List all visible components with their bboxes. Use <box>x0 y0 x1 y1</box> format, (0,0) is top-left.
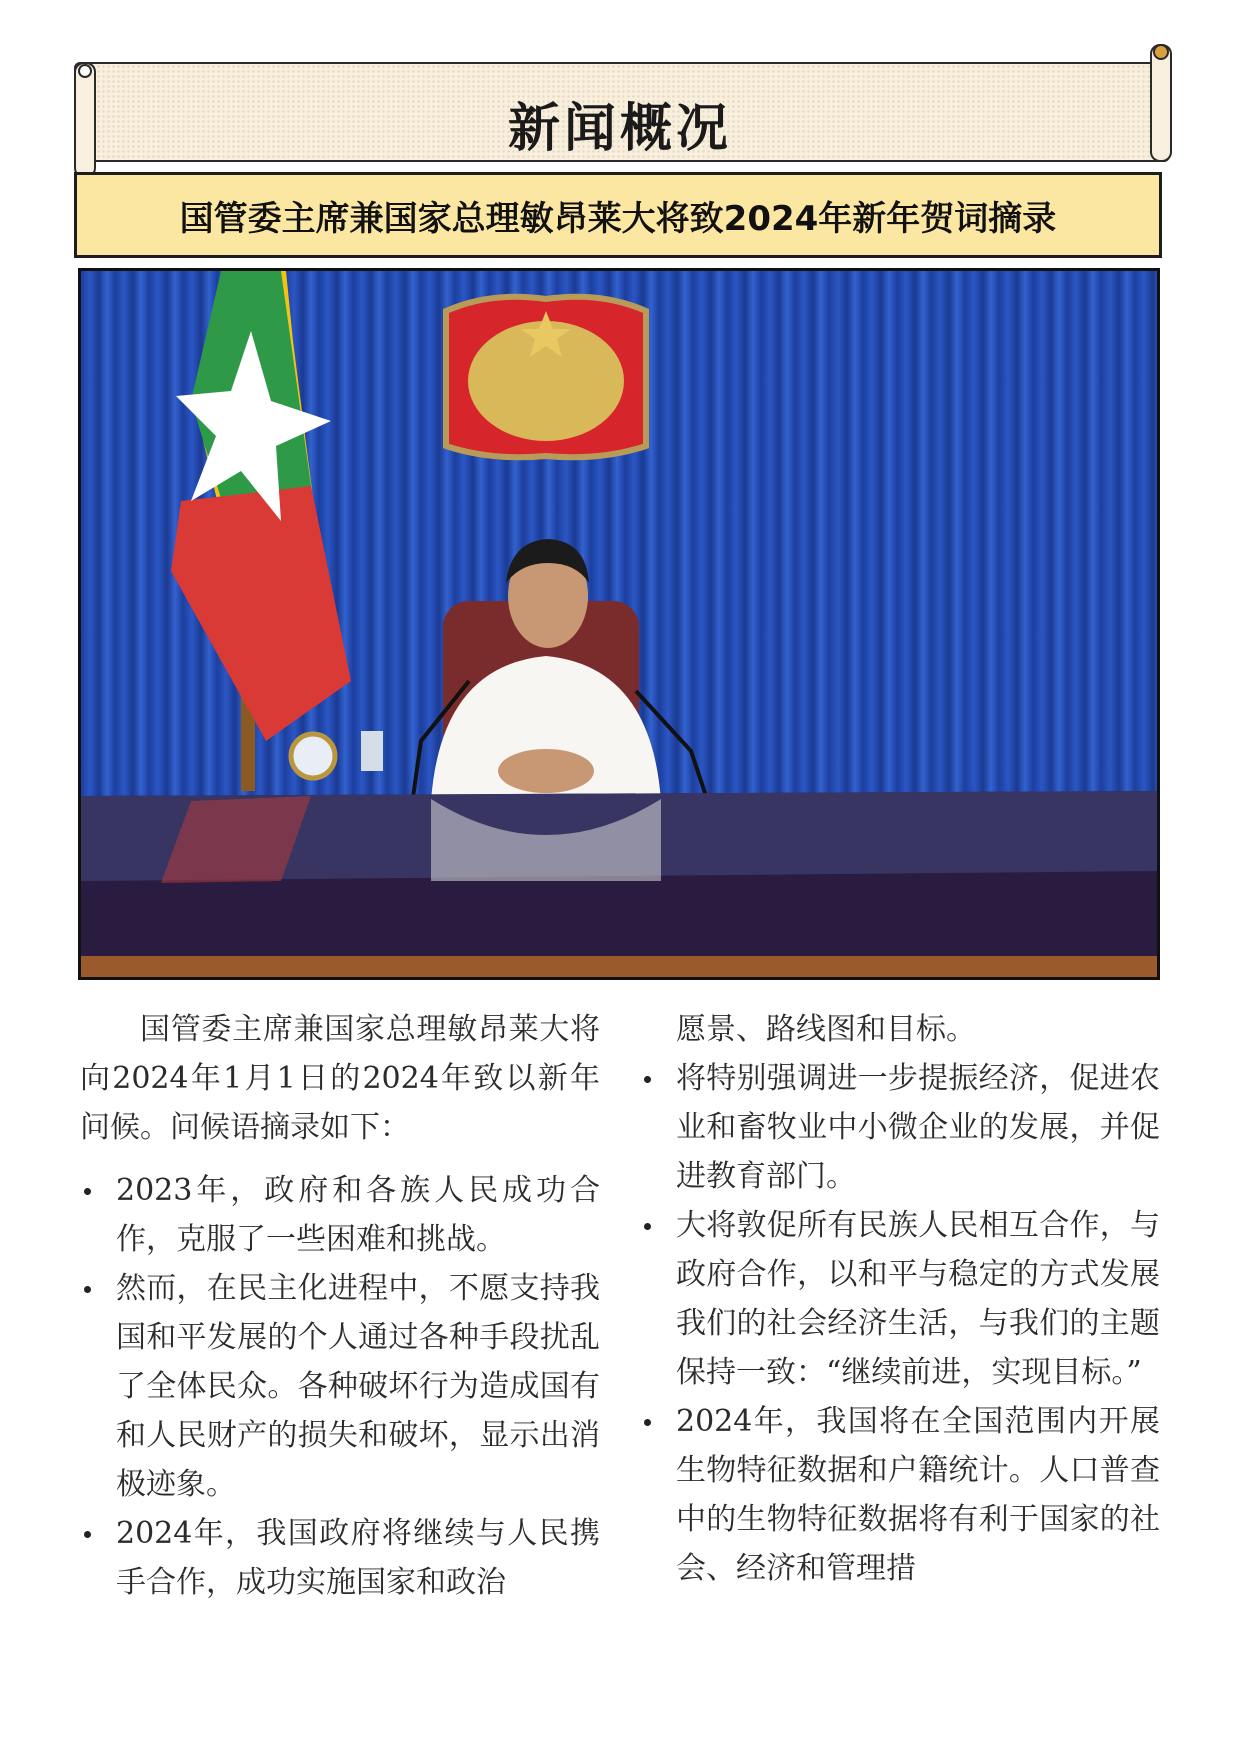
intro-paragraph: 国管委主席兼国家总理敏昂莱大将向2024年1月1日的2024年致以新年问候。问候语摘录如下： <box>80 1012 600 1145</box>
photo-illustration <box>81 271 1160 980</box>
list-item: 将特别强调进一步提振经济，促进农业和畜牧业中小微企业的发展，并促进教育部门。 <box>640 1054 1160 1201</box>
section-title: 新闻概况 <box>507 98 732 159</box>
desk-clock <box>291 734 335 778</box>
flag <box>171 271 351 741</box>
state-emblem <box>446 297 646 458</box>
desk-edge <box>81 956 1160 980</box>
news-photo <box>78 268 1160 980</box>
list-item: 2024年，我国政府将继续与人民携手合作，成功实施国家和政治 <box>80 1509 600 1607</box>
headline-box <box>74 172 1162 258</box>
right-bullet-list <box>640 1054 1160 1593</box>
headline: 国管委主席兼国家总理敏昂莱大将致2024年新年贺词摘录 <box>179 198 1057 239</box>
list-item: 大将敦促所有民族人民相互合作，与政府合作，以和平与稳定的方式发展我们的社会经济生活，与我们的主题保持一致：“继续前进，实现目标。” <box>640 1201 1160 1397</box>
list-item: 2023年，政府和各族人民成功合作，克服了一些困难和挑战。 <box>80 1166 600 1264</box>
continuation-text: 愿景、路线图和目标。 <box>676 1012 976 1047</box>
pen-holder <box>361 731 383 771</box>
left-bullet-list <box>80 1166 600 1607</box>
left-column <box>80 1005 600 1607</box>
scroll-knob-right <box>1153 44 1169 60</box>
list-item: 2024年，我国将在全国范围内开展生物特征数据和户籍统计。人口普查中的生物特征数据将有利于国家的社会、经济和管理措 <box>640 1397 1160 1593</box>
list-item: 然而，在民主化进程中，不愿支持我国和平发展的个人通过各种手段扰乱了全体民众。各种破坏行为造成国有和人民财产的损失和破坏，显示出消极迹象。 <box>80 1264 600 1509</box>
scroll-knob-left <box>78 64 92 78</box>
right-column <box>640 1005 1160 1593</box>
